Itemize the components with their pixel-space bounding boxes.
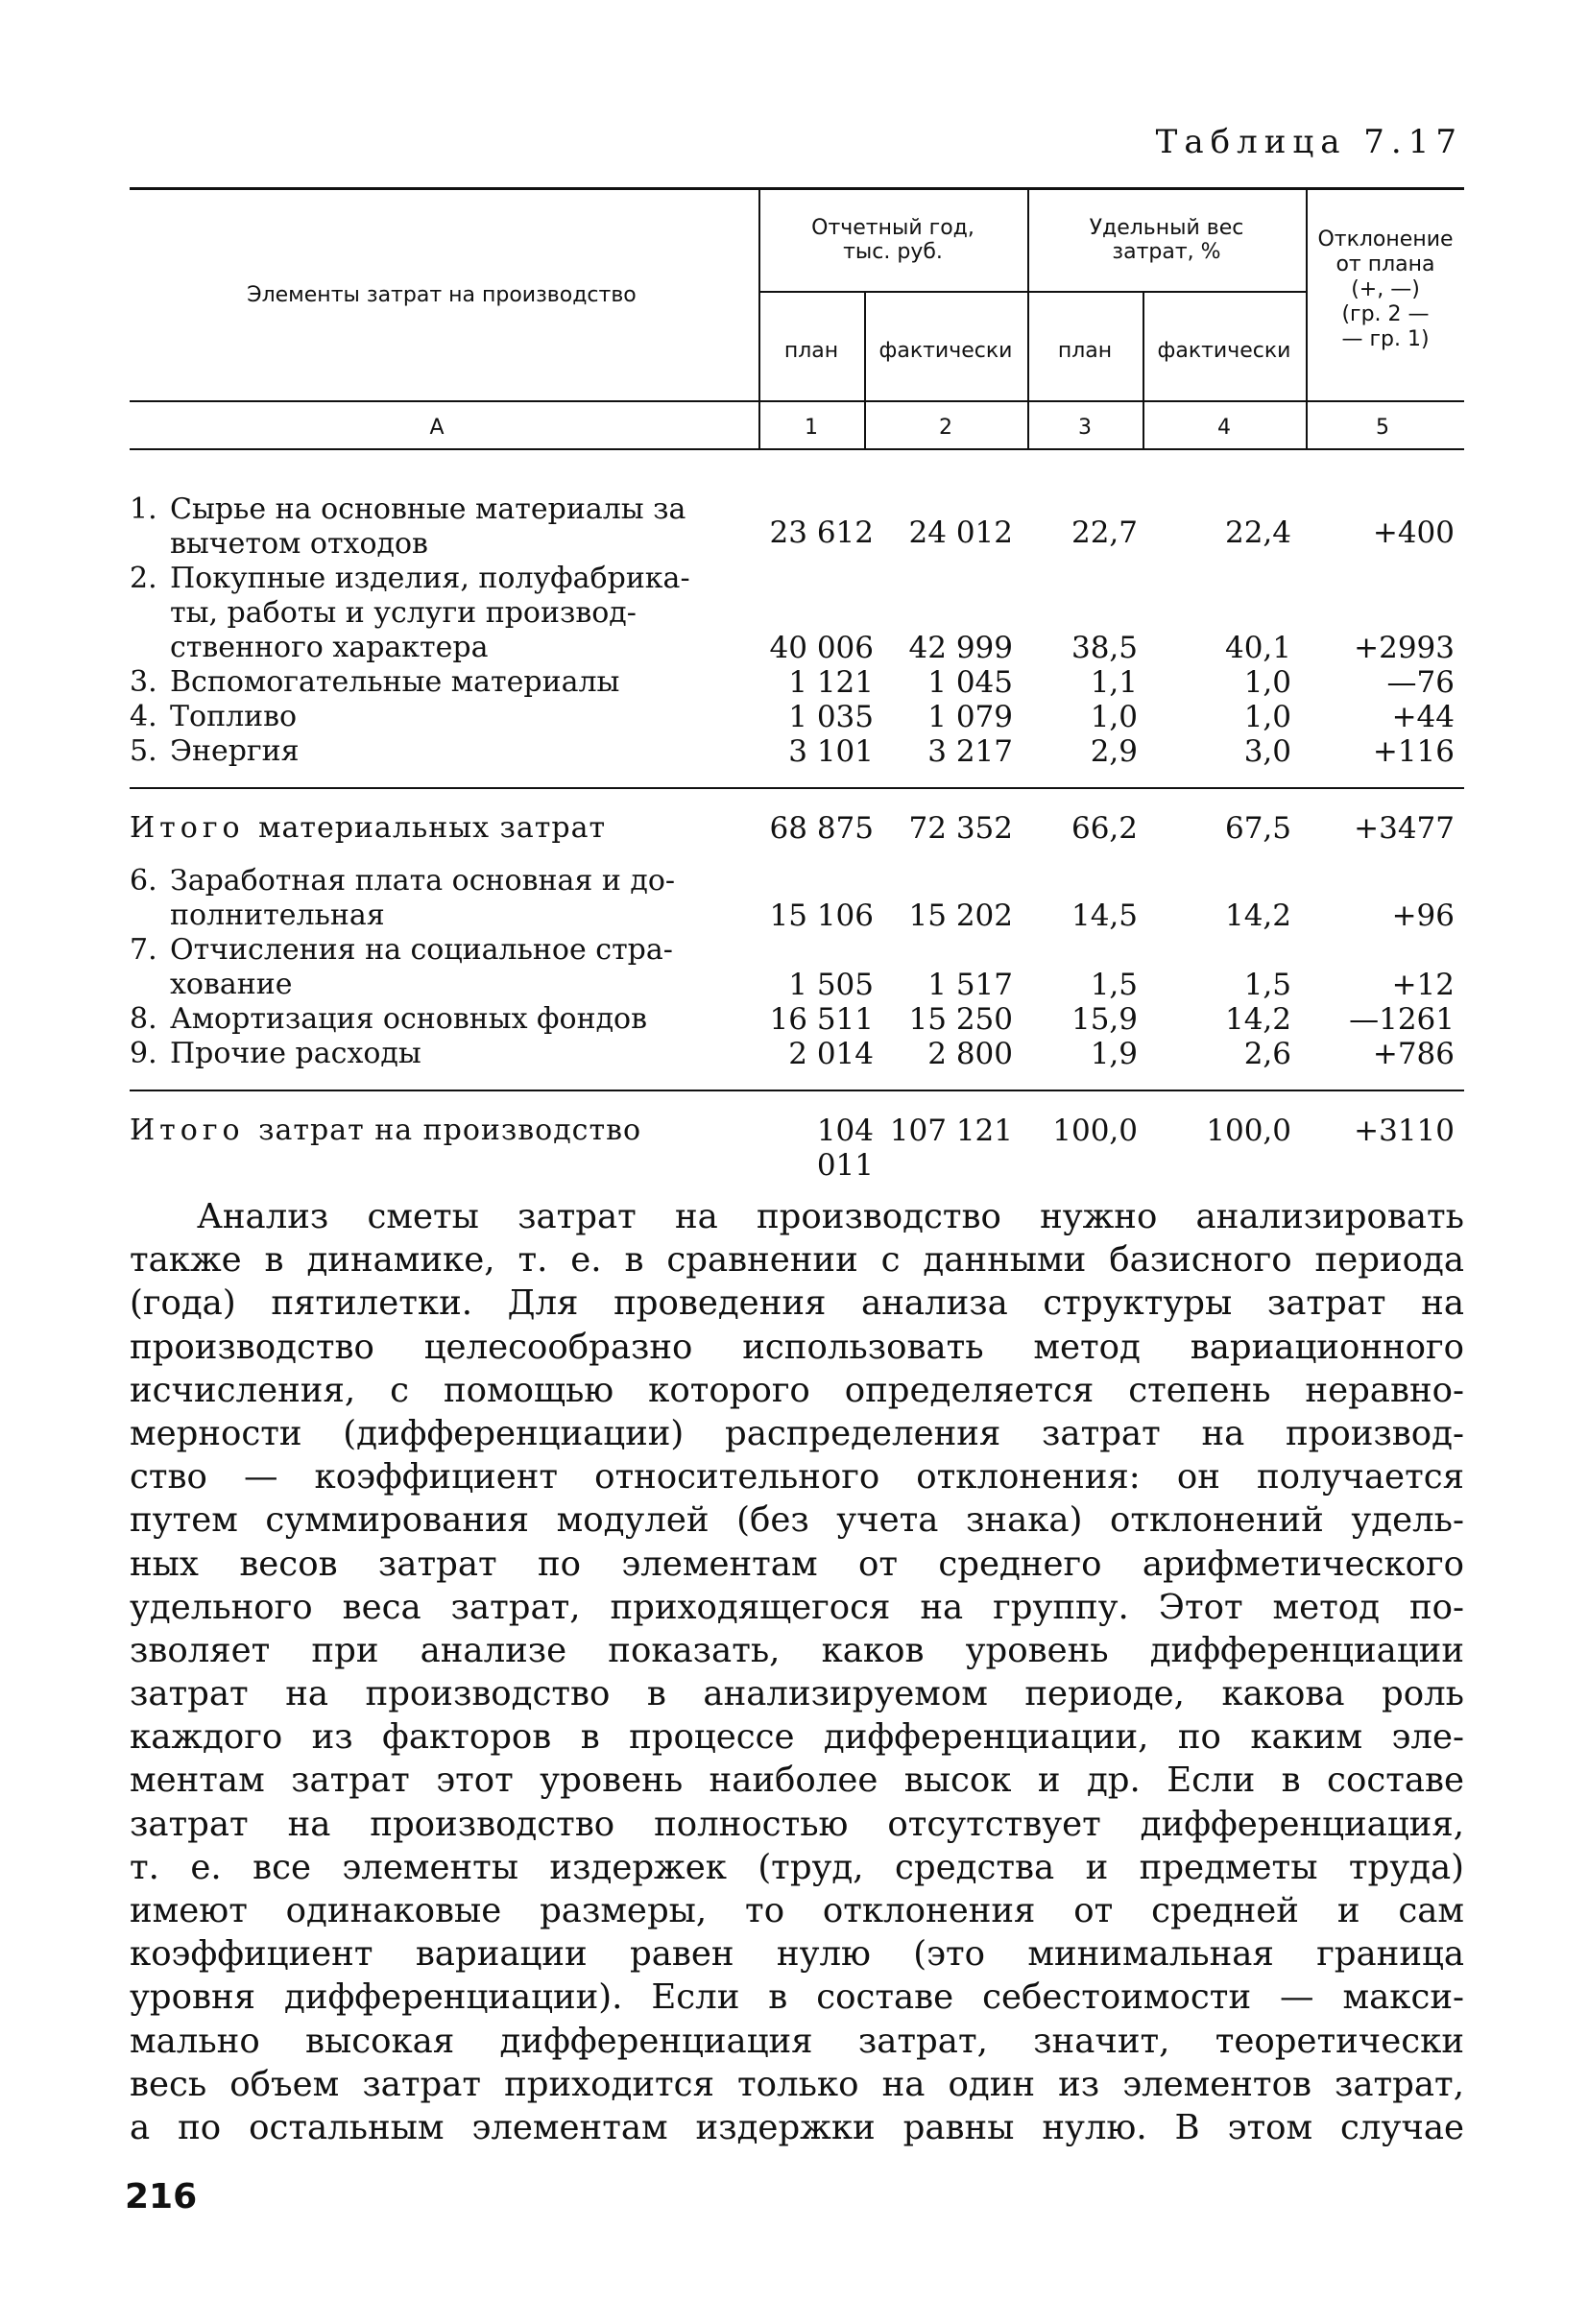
page-number: 216 — [125, 2177, 198, 2216]
colnum-1: 1 — [805, 416, 818, 440]
text-line: (года) пятилетки. Для проведения анализа структуры затрат на — [130, 1283, 1464, 1324]
body-paragraph — [130, 1195, 1464, 2149]
header-share: Удельный вес затрат, % — [1089, 216, 1244, 264]
text-line: зволяет при анализе показать, каков уровень дифференциации — [130, 1630, 1464, 1670]
header-actual-1: фактически — [878, 339, 1013, 363]
colnum-5: 5 — [1376, 416, 1389, 440]
text-line: каждого из факторов в процессе дифференциации, по каким эле- — [130, 1717, 1464, 1758]
text-line: исчисления, с помощью которого определяется степень неравно- — [130, 1370, 1464, 1410]
header-plan-1: план — [783, 339, 839, 363]
subtotal-top-rule — [130, 787, 1464, 789]
colnum-bottom-rule — [130, 448, 1464, 450]
text-line: ных весов затрат по элементам от среднего арифметического — [130, 1544, 1464, 1584]
header-plan-2: план — [1057, 339, 1113, 363]
text-line: производство целесообразно использовать метод вариационного — [130, 1327, 1464, 1367]
colnum-4: 4 — [1217, 416, 1231, 440]
text-line: Анализ сметы затрат на производство нужно анализировать — [197, 1197, 1464, 1236]
text-line: имеют одинаковые размеры, то отклонения от средней и сам — [130, 1891, 1464, 1930]
text-line: ментам затрат этот уровень наиболее высок и др. Если в составе — [130, 1761, 1464, 1801]
table-caption: Таблица 7.17 — [1155, 123, 1463, 161]
text-line: а по остальным элементам издержки равны нулю. В этом случае — [130, 2107, 1464, 2147]
text-line: также в динамике, т. е. в сравнении с данными базисного периода — [130, 1240, 1464, 1281]
text-line: весь объем затрат приходится только на один из элементов затрат, — [130, 2064, 1464, 2104]
table-top-rule — [130, 187, 1464, 190]
text-line: ство — коэффициент относительного отклонения: он получается — [130, 1457, 1464, 1497]
header-report-year: Отчетный год, тыс. руб. — [811, 216, 974, 264]
total-top-rule — [130, 1090, 1464, 1091]
colnum-2: 2 — [939, 416, 952, 440]
colnum-a: А — [429, 416, 445, 440]
text-line: затрат на производство в анализируемом периоде, какова роль — [130, 1674, 1464, 1714]
text-line: путем суммирования модулей (без учета знака) отклонений удель- — [130, 1500, 1464, 1541]
text-line: мально высокая дифференциация затрат, значит, теоретически — [130, 2021, 1464, 2061]
header-elements: Элементы затрат на производство — [247, 283, 637, 307]
text-line: коэффициент вариации равен нулю (это минимальная граница — [130, 1934, 1464, 1975]
text-line: т. е. все элементы издержек (труд, средства и предметы труда) — [130, 1847, 1464, 1887]
cost-table: Элементы затрат на производство Отчетный год, тыс. руб. Удельный вес затрат, % Отклонение от плана (+, —) (гр. 2 — — гр. 1) план фактически план фактически А 1 2 3 4 5 1. Сырье на основные материалы за вычетом отходов 23 612 24 012 22,7 22,4 +400 2. Покупные изделия, полуфабрика- ты, работы и услуги производ- ственного характера 40 006 42 999 38,5 40,1 +2993 3. Вспомогательные материалы 1 121 1 045 1,1 1,0 —76 4. Топливо 1 035 1 079 1,0 1,0 +44 5. Энергия 3 101 3 217 2,9 3,0 +116 Итого материальных затрат 68 875 72 352 66,2 67,5 +3477 6. Заработная плата основная и до- полнительная 15 106 15 202 14,5 14,2 +96 7. Отчисления на социальное стра- хование 1 505 1 517 1,5 1,5 +12 8. Амортизация основных фондов 16 511 15 250 15,9 14,2 —1261 9. Прочие расходы 2 014 2 800 1,9 2,6 +786 Итого затрат на производство 104 011 107 121 100,0 100,0 +3110 — [130, 187, 1464, 1157]
header-bottom-rule — [130, 400, 1464, 402]
text-line: уровня дифференциации). Если в составе себестоимости — макси- — [130, 1977, 1464, 2018]
header-actual-2: фактически — [1157, 339, 1291, 363]
text-line: удельного веса затрат, приходящегося на группу. Этот метод по- — [130, 1587, 1464, 1627]
text-line: затрат на производство полностью отсутствует дифференциация, — [130, 1804, 1464, 1844]
text-line: мерности (дифференциации) распределения затрат на производ- — [130, 1413, 1464, 1453]
header-deviation: Отклонение от плана (+, —) (гр. 2 — — гр. 1) — [1317, 228, 1454, 351]
colnum-3: 3 — [1078, 416, 1092, 440]
